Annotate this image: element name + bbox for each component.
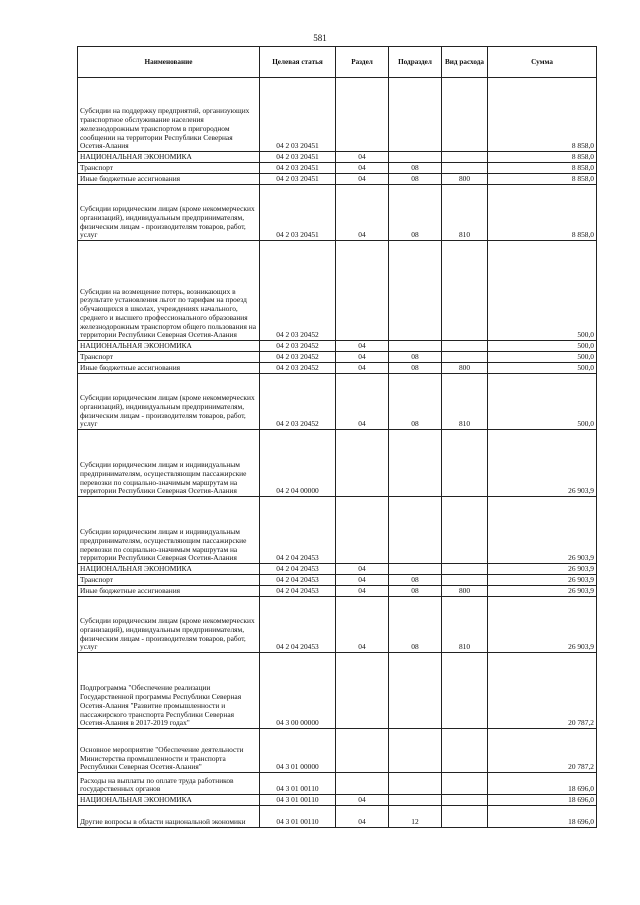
table-row (78, 497, 597, 564)
cell-section: 04 (336, 597, 389, 653)
cell-name: Другие вопросы в области национальной экономики (78, 806, 260, 828)
cell-article: 04 2 03 20452 (260, 352, 336, 363)
cell-section: 04 (336, 374, 389, 430)
header-section: Раздел (336, 47, 389, 78)
table-row (78, 152, 597, 163)
cell-subsection (389, 241, 442, 341)
table-row (78, 163, 597, 174)
cell-section (336, 773, 389, 795)
cell-section (336, 78, 389, 152)
cell-article: 04 2 03 20452 (260, 374, 336, 430)
cell-subsection: 12 (389, 806, 442, 828)
cell-subsection: 08 (389, 374, 442, 430)
cell-expense-type (442, 163, 488, 174)
table-row (78, 363, 597, 374)
cell-sum: 8 858,0 (488, 185, 597, 241)
cell-sum: 500,0 (488, 363, 597, 374)
cell-section: 04 (336, 575, 389, 586)
table-row (78, 174, 597, 185)
cell-subsection (389, 653, 442, 729)
cell-name: Транспорт (78, 352, 260, 363)
cell-sum: 20 787,2 (488, 729, 597, 773)
cell-section: 04 (336, 163, 389, 174)
cell-article: 04 3 00 00000 (260, 653, 336, 729)
cell-section: 04 (336, 795, 389, 806)
cell-section: 04 (336, 185, 389, 241)
header-sum: Сумма (488, 47, 597, 78)
cell-sum: 8 858,0 (488, 174, 597, 185)
cell-name: Субсидии юридическим лицам (кроме некоммерческих организаций), индивидуальным предпринимателям, физическим лицам - производителям товаров, работ, услуг (78, 185, 260, 241)
cell-sum: 26 903,9 (488, 430, 597, 497)
cell-article: 04 2 03 20451 (260, 185, 336, 241)
cell-article: 04 2 03 20451 (260, 152, 336, 163)
cell-name: Иные бюджетные ассигнования (78, 174, 260, 185)
cell-expense-type (442, 773, 488, 795)
cell-subsection: 08 (389, 363, 442, 374)
page-number: 581 (313, 33, 327, 43)
cell-article: 04 2 04 20453 (260, 586, 336, 597)
cell-section: 04 (336, 152, 389, 163)
cell-article: 04 2 04 20453 (260, 564, 336, 575)
cell-subsection (389, 564, 442, 575)
cell-subsection (389, 773, 442, 795)
cell-sum: 26 903,9 (488, 575, 597, 586)
cell-name: НАЦИОНАЛЬНАЯ ЭКОНОМИКА (78, 341, 260, 352)
cell-sum: 26 903,9 (488, 597, 597, 653)
cell-article: 04 2 03 20452 (260, 341, 336, 352)
cell-name: НАЦИОНАЛЬНАЯ ЭКОНОМИКА (78, 152, 260, 163)
header-name: Наименование (78, 47, 260, 78)
cell-subsection (389, 497, 442, 564)
cell-name: Субсидии юридическим лицам и индивидуальным предпринимателям, осуществляющим пассажирские перевозки по социально-значимым маршрутам на территории Республики Северная Осетия-Алания (78, 497, 260, 564)
cell-expense-type: 800 (442, 586, 488, 597)
cell-sum: 8 858,0 (488, 152, 597, 163)
cell-article: 04 2 03 20451 (260, 78, 336, 152)
cell-sum: 500,0 (488, 352, 597, 363)
cell-expense-type (442, 729, 488, 773)
cell-article: 04 3 01 00000 (260, 729, 336, 773)
cell-name: Субсидии юридическим лицам (кроме некоммерческих организаций), индивидуальным предпринимателям, физическим лицам - производителям товаров, работ, услуг (78, 374, 260, 430)
cell-name: Основное мероприятие "Обеспечение деятельности Министерства промышленности и транспорта Республики Северная Осетия-Алания" (78, 729, 260, 773)
cell-section (336, 653, 389, 729)
cell-sum: 26 903,9 (488, 497, 597, 564)
table-header-row (78, 47, 597, 78)
cell-article: 04 3 01 00110 (260, 773, 336, 795)
cell-subsection: 08 (389, 185, 442, 241)
cell-subsection (389, 729, 442, 773)
cell-sum: 26 903,9 (488, 586, 597, 597)
table-row (78, 773, 597, 795)
cell-expense-type: 800 (442, 363, 488, 374)
header-expense-type: Вид расхода (442, 47, 488, 78)
cell-article: 04 2 03 20451 (260, 163, 336, 174)
cell-subsection: 08 (389, 597, 442, 653)
cell-sum: 500,0 (488, 341, 597, 352)
cell-subsection (389, 78, 442, 152)
cell-expense-type (442, 564, 488, 575)
cell-expense-type (442, 341, 488, 352)
cell-section (336, 241, 389, 341)
table-row (78, 729, 597, 773)
budget-table (77, 46, 597, 828)
cell-expense-type (442, 152, 488, 163)
cell-subsection (389, 152, 442, 163)
cell-expense-type (442, 78, 488, 152)
cell-sum: 18 696,0 (488, 806, 597, 828)
cell-expense-type (442, 430, 488, 497)
table-row (78, 241, 597, 341)
cell-expense-type (442, 806, 488, 828)
cell-section: 04 (336, 806, 389, 828)
cell-sum: 8 858,0 (488, 163, 597, 174)
cell-article: 04 2 03 20452 (260, 363, 336, 374)
cell-name: Иные бюджетные ассигнования (78, 363, 260, 374)
cell-section (336, 729, 389, 773)
cell-subsection (389, 795, 442, 806)
table-row (78, 374, 597, 430)
table-row (78, 575, 597, 586)
cell-expense-type: 800 (442, 174, 488, 185)
table-row (78, 341, 597, 352)
cell-expense-type: 810 (442, 185, 488, 241)
table-row (78, 78, 597, 152)
cell-sum: 18 696,0 (488, 795, 597, 806)
cell-expense-type (442, 241, 488, 341)
cell-subsection: 08 (389, 586, 442, 597)
cell-name: Транспорт (78, 163, 260, 174)
cell-expense-type (442, 653, 488, 729)
cell-name: Транспорт (78, 575, 260, 586)
table-body (78, 78, 597, 828)
cell-sum: 8 858,0 (488, 78, 597, 152)
cell-sum: 500,0 (488, 241, 597, 341)
cell-expense-type (442, 795, 488, 806)
header-article: Целевая статья (260, 47, 336, 78)
cell-article: 04 2 04 20453 (260, 597, 336, 653)
cell-section: 04 (336, 564, 389, 575)
table-row (78, 185, 597, 241)
table-row (78, 653, 597, 729)
cell-subsection: 08 (389, 174, 442, 185)
cell-sum: 26 903,9 (488, 564, 597, 575)
cell-name: Субсидии на поддержку предприятий, организующих транспортное обслуживание населения железнодорожным транспортом в пригородном сообщении на территории Республики Северная Осетия-Алания (78, 78, 260, 152)
cell-name: НАЦИОНАЛЬНАЯ ЭКОНОМИКА (78, 795, 260, 806)
table-row (78, 586, 597, 597)
cell-expense-type (442, 575, 488, 586)
cell-article: 04 2 04 20453 (260, 575, 336, 586)
cell-subsection: 08 (389, 575, 442, 586)
cell-article: 04 2 03 20452 (260, 241, 336, 341)
cell-article: 04 3 01 00110 (260, 795, 336, 806)
table-row (78, 352, 597, 363)
cell-section (336, 430, 389, 497)
cell-sum: 20 787,2 (488, 653, 597, 729)
cell-name: Расходы на выплаты по оплате труда работников государственных органов (78, 773, 260, 795)
cell-name: Иные бюджетные ассигнования (78, 586, 260, 597)
cell-section: 04 (336, 352, 389, 363)
cell-expense-type: 810 (442, 597, 488, 653)
cell-sum: 500,0 (488, 374, 597, 430)
header-subsection: Подраздел (389, 47, 442, 78)
table-row (78, 806, 597, 828)
cell-article: 04 2 03 20451 (260, 174, 336, 185)
table-row (78, 795, 597, 806)
cell-section: 04 (336, 363, 389, 374)
table-row (78, 564, 597, 575)
cell-expense-type: 810 (442, 374, 488, 430)
cell-sum: 18 696,0 (488, 773, 597, 795)
cell-name: Субсидии на возмещение потерь, возникающих в результате установления льгот по тарифам на проезд обучающихся в школах, учреждениях начального, среднего и высшего профессионального образования железнодорожным транспортом общего пользования на территории Республики Северная Осетия-Алания (78, 241, 260, 341)
cell-article: 04 2 04 20453 (260, 497, 336, 564)
cell-name: Субсидии юридическим лицам (кроме некоммерческих организаций), индивидуальным предпринимателям, физическим лицам - производителям товаров, работ, услуг (78, 597, 260, 653)
cell-name: Субсидии юридическим лицам и индивидуальным предпринимателям, осуществляющим пассажирские перевозки по социально-значимым маршрутам на территории Республики Северная Осетия-Алания (78, 430, 260, 497)
cell-expense-type (442, 497, 488, 564)
cell-section: 04 (336, 174, 389, 185)
cell-section: 04 (336, 341, 389, 352)
cell-expense-type (442, 352, 488, 363)
cell-name: НАЦИОНАЛЬНАЯ ЭКОНОМИКА (78, 564, 260, 575)
cell-section: 04 (336, 586, 389, 597)
cell-subsection (389, 430, 442, 497)
cell-article: 04 2 04 00000 (260, 430, 336, 497)
table-row (78, 597, 597, 653)
cell-subsection (389, 341, 442, 352)
cell-subsection: 08 (389, 352, 442, 363)
cell-section (336, 497, 389, 564)
cell-subsection: 08 (389, 163, 442, 174)
cell-article: 04 3 01 00110 (260, 806, 336, 828)
table-row (78, 430, 597, 497)
cell-name: Подпрограмма "Обеспечение реализации Государственной программы Республики Северная Осетия-Алания "Развитие промышленности и пассажирского транспорта Республики Северная Осетия-Алания в 2017-2019 годах" (78, 653, 260, 729)
